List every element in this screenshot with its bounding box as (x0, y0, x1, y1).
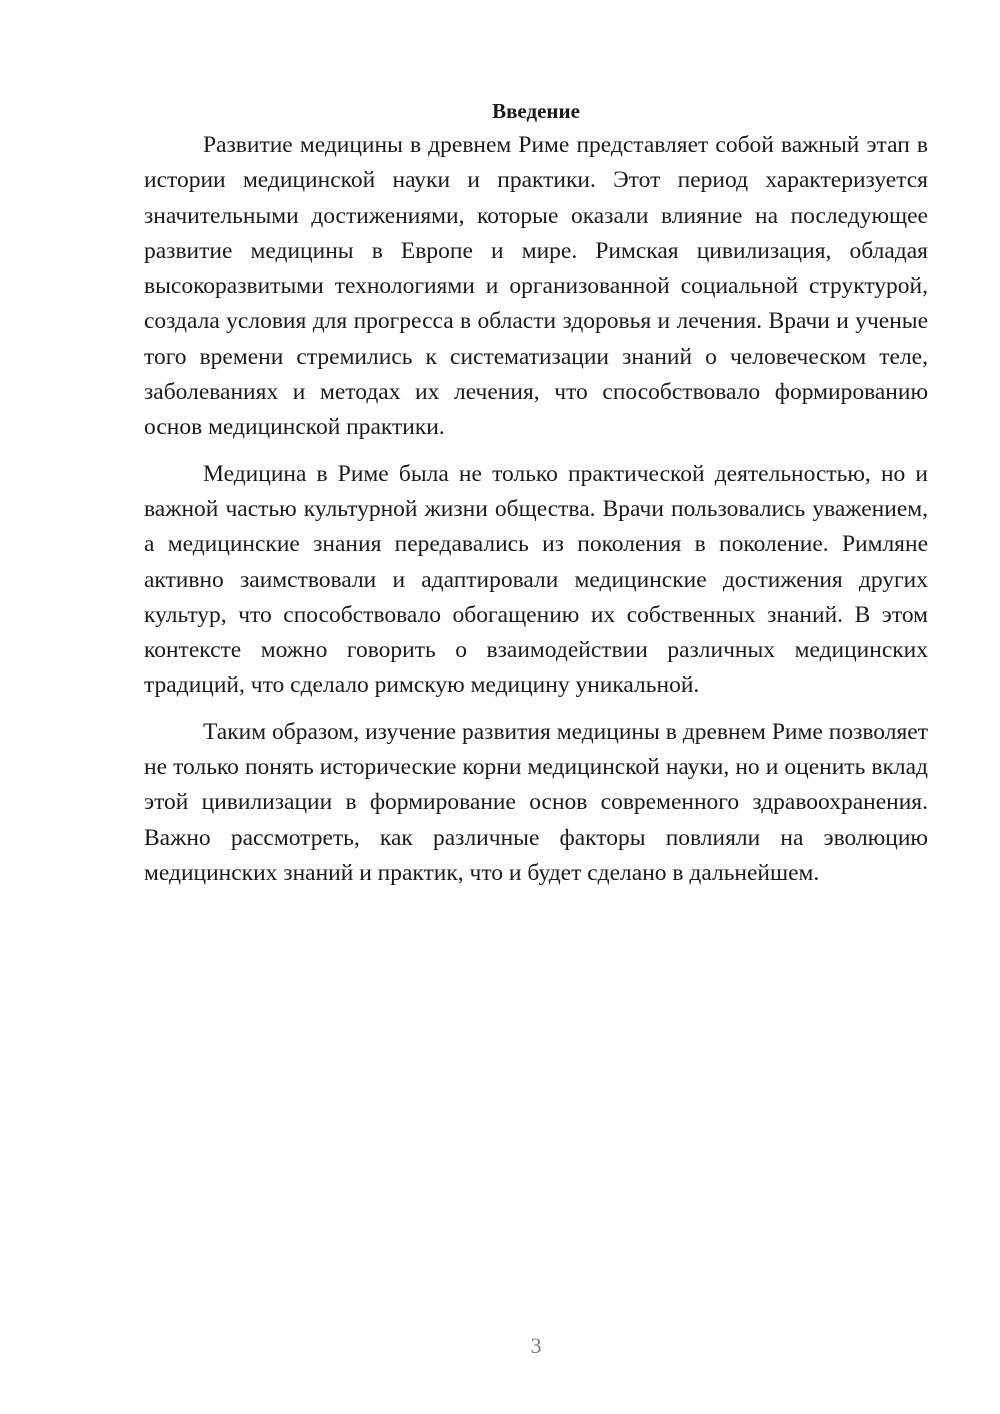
paragraph-3: Таким образом, изучение развития медицины в древнем Риме позволяет не только понять исторические корни медицинской науки, но и оценить вклад этой цивилизации в формирование основ современного здравоохранения. Важно рассмотреть, как различные факторы повлияли на эволюцию медицинских знаний и практик, что и будет сделано в дальнейшем. (144, 718, 928, 886)
page-number: 3 (530, 1333, 542, 1358)
paragraph-2: Медицина в Риме была не только практической деятельностью, но и важной частью культурной жизни общества. Врачи пользовались уважением, а медицинские знания передавались из поколения в поколение. Римляне активно заимствовали и адаптировали медицинские достижения других культур, что способствовало обогащению их собственных знаний. В этом контексте можно говорить о взаимодействии различных медицинских традиций, что сделало римскую медицину уникальной. (144, 460, 928, 699)
paragraph-1: Развитие медицины в древнем Риме представляет собой важный этап в истории медицинской науки и практики. Этот период характеризуется значительными достижениями, которые оказали влияние на последующее развитие медицины в Европе и мире. Римская цивилизация, обладая высокоразвитыми технологиями и организованной социальной структурой, создала условия для прогресса в области здоровья и лечения. Врачи и ученые того времени стремились к систематизации знаний о человеческом теле, заболеваниях и методах их лечения, что способствовало формированию основ медицинской практики. (144, 132, 928, 441)
section-heading: Введение (492, 99, 580, 123)
page-content (144, 96, 928, 891)
